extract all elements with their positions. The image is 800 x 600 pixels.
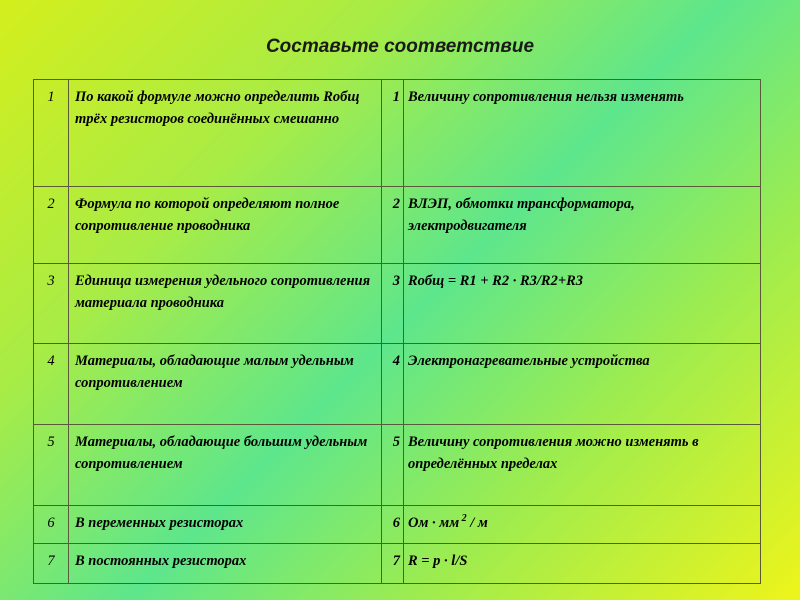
left-statement: Материалы, обладающие малым удельным сопротивлением: [69, 344, 382, 425]
right-number: 3: [382, 264, 404, 344]
table-row: [34, 506, 761, 544]
left-statement: Единица измерения удельного сопротивления материала проводника: [69, 264, 382, 344]
table-row: [34, 344, 761, 425]
right-number: 2: [382, 187, 404, 264]
left-statement: В переменных резисторах: [69, 506, 382, 544]
unit-exponent: 2: [461, 513, 467, 525]
unit-suffix: / м: [466, 515, 488, 531]
table-row: [34, 425, 761, 506]
table-row: [34, 544, 761, 584]
left-number: 3: [34, 264, 69, 344]
right-statement: Rобщ = R1 + R2 · R3/R2+R3: [404, 264, 761, 344]
right-number: 4: [382, 344, 404, 425]
left-number: 7: [34, 544, 69, 584]
left-statement: Формула по которой определяют полное сопротивление проводника: [69, 187, 382, 264]
right-statement: Величину сопротивления можно изменять в определённых пределах: [404, 425, 761, 506]
right-statement: [404, 506, 761, 544]
left-number: 2: [34, 187, 69, 264]
left-statement: В постоянных резисторах: [69, 544, 382, 584]
right-statement: Электронагревательные устройства: [404, 344, 761, 425]
right-number: 1: [382, 80, 404, 187]
left-statement: Материалы, обладающие большим удельным сопротивлением: [69, 425, 382, 506]
table-row: [34, 264, 761, 344]
right-number: 6: [382, 506, 404, 544]
right-number: 5: [382, 425, 404, 506]
left-number: 1: [34, 80, 69, 187]
right-statement: Величину сопротивления нельзя изменять: [404, 80, 761, 187]
left-number: 6: [34, 506, 69, 544]
table-row: [34, 187, 761, 264]
table-row: [34, 80, 761, 187]
matching-table: [33, 79, 761, 584]
right-number: 7: [382, 544, 404, 584]
right-statement: ВЛЭП, обмотки трансформатора, электродвигателя: [404, 187, 761, 264]
left-number: 5: [34, 425, 69, 506]
right-statement: R = p · l/S: [404, 544, 761, 584]
left-statement: По какой формуле можно определить Rобщ трёх резисторов соединённых смешанно: [69, 80, 382, 187]
page-title: Составьте соответствие: [265, 36, 535, 57]
left-number: 4: [34, 344, 69, 425]
unit-prefix: Ом · мм: [408, 515, 460, 531]
